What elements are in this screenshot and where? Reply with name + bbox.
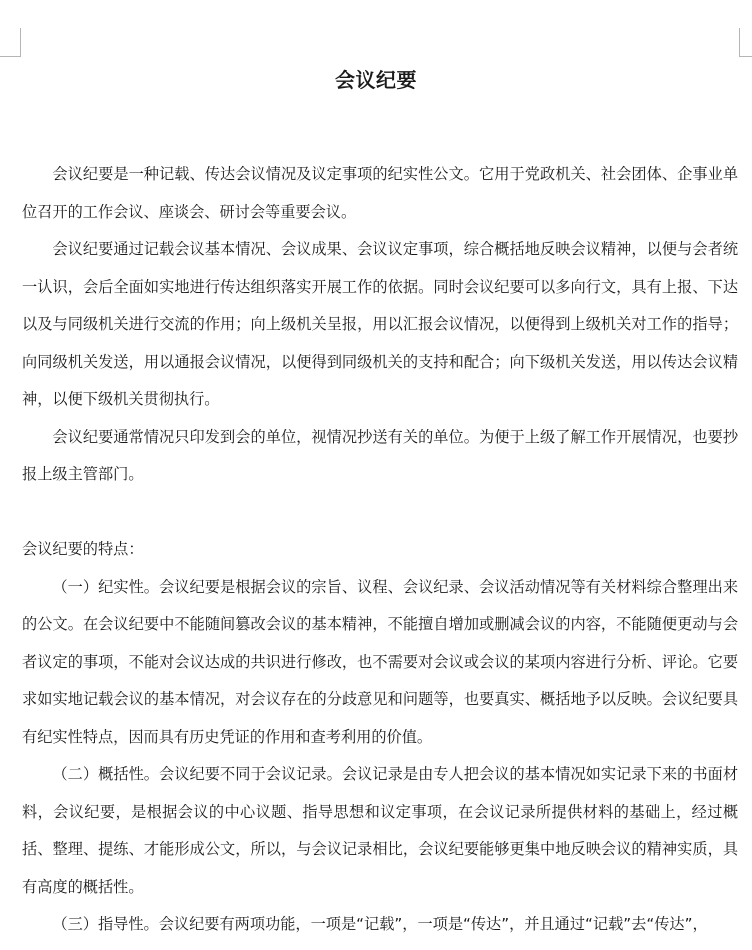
body-paragraph: 会议纪要是一种记载、传达会议情况及议定事项的纪实性公文。它用于党政机关、社会团体、企事业单位召开的工作会议、座谈会、研讨会等重要会议。 bbox=[22, 165, 738, 221]
feature-paragraph: （三）指导性。会议纪要有两项功能，一项是“记载”，一项是“传达”，并且通过“记载”去“传达”， bbox=[52, 915, 708, 933]
feature-paragraph: （二）概括性。会议纪要不同于会议记录。会议记录是由专人把会议的基本情况如实记录下来的书面材料，会议纪要，是根据会议的中心议题、指导思想和议定事项，在会议记录所提供材料的基础上，经过概括、整理、提练、才能形成公文，所以，与会议记录相比，会议纪要能够更集中地反映会议的精神实质，具有高度的概括性。 bbox=[22, 765, 738, 896]
document-title: 会议纪要 bbox=[335, 68, 417, 92]
body-paragraph: 会议纪要通常情况只印发到会的单位，视情况抄送有关的单位。为便于上级了解工作开展情况，也要抄报上级主管部门。 bbox=[22, 427, 738, 483]
document-body bbox=[22, 156, 738, 944]
crop-mark-top-left bbox=[0, 28, 21, 57]
body-paragraph: 会议纪要通过记载会议基本情况、会议成果、会议议定事项，综合概括地反映会议精神，以便与会者统一认识，会后全面如实地进行传达组织落实开展工作的依据。同时会议纪要可以多向行文，具有上报、下达以及与同级机关进行交流的作用；向上级机关呈报，用以汇报会议情况，以便得到上级机关对工作的指导；向同级机关发送，用以通报会议情况，以便得到同级机关的支持和配合；向下级机关发送，用以传达会议精神，以便下级机关贯彻执行。 bbox=[22, 240, 738, 408]
crop-mark-top-right bbox=[739, 28, 752, 57]
blank-line bbox=[22, 494, 738, 532]
features-heading: 会议纪要的特点： bbox=[22, 540, 144, 558]
feature-paragraph: （一）纪实性。会议纪要是根据会议的宗旨、议程、会议纪录、会议活动情况等有关材料综合整理出来的公文。在会议纪要中不能随间篡改会议的基本精神，不能擅自增加或删减会议的内容，不能随便更动与会者议定的事项，不能对会议达成的共识进行修改，也不需要对会议或会议的某项内容进行分析、评论。它要求如实地记载会议的基本情况，对会议存在的分歧意见和问题等，也要真实、概括地予以反映。会议纪要具有纪实性特点，因而具有历史凭证的作用和查考利用的价值。 bbox=[22, 577, 738, 746]
